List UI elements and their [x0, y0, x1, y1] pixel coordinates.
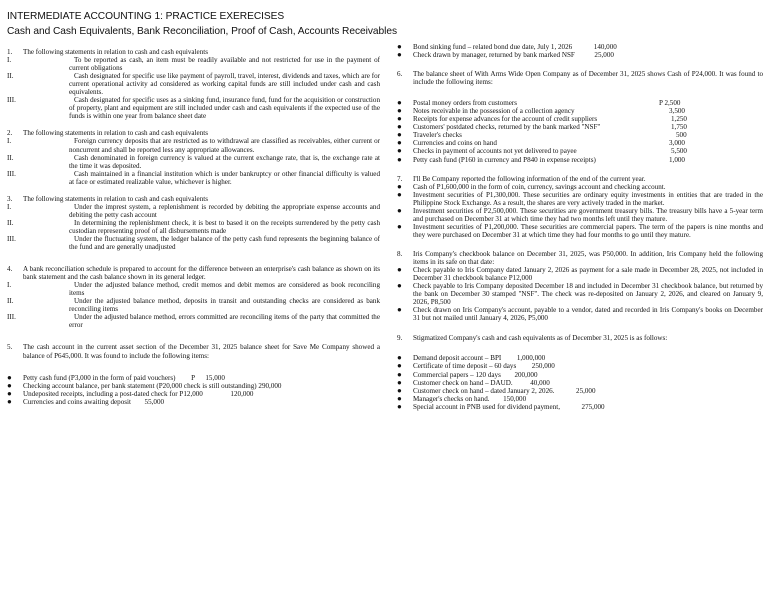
question-4: [7, 265, 380, 281]
list-item: [397, 371, 763, 379]
question-number: 6.: [397, 70, 403, 79]
roman-numeral: I.: [7, 281, 12, 290]
list-item: [397, 362, 763, 370]
bullet-icon: ●: [397, 265, 402, 275]
bullet-icon: ●: [397, 205, 402, 215]
list-item: [397, 139, 763, 147]
list-item: [397, 266, 763, 282]
bullet-icon: ●: [397, 114, 402, 124]
list-item: [7, 390, 380, 398]
roman-numeral: III.: [7, 169, 16, 178]
statement-text: Cash designated for specific uses as a sinking fund, insurance fund, fund for the acquisition or construction of property, plant and equipment are still included under cash and cash equivalents if the expected use of the funds is within one year from balance sheet date: [69, 96, 380, 121]
list-item: [397, 123, 763, 131]
bullet-icon: ●: [397, 401, 402, 411]
item-label: Checks in payment of accounts not yet delivered to payee: [413, 147, 577, 156]
item-label: Customer check on hand – dated January 2, 2026.: [413, 386, 555, 395]
question-stem: A bank reconciliation schedule is prepared to account for the difference between an enterprise's cash balance as shown on its bank statement and the cash balance shown in its general ledger.: [23, 265, 380, 282]
item-label: Special account in PNB used for dividend payment,: [413, 402, 560, 411]
item-amount: P 15,000: [191, 373, 225, 382]
item-amount: 55,000: [144, 397, 165, 406]
list-item: [397, 43, 763, 51]
item-label: Bond sinking fund – related bond due date, July 1, 2026: [413, 43, 573, 51]
question-number: 4.: [7, 265, 13, 274]
bullet-icon: ●: [397, 361, 402, 371]
item-amount: 5,500: [671, 147, 687, 156]
item-label: Customer check on hand – DAUD.: [413, 378, 513, 387]
item-label: Check drawn by manager, returned by bank marked NSF: [413, 51, 575, 60]
right-column: [397, 42, 763, 411]
statement-item: [7, 235, 380, 251]
item-amount: 1,000: [669, 155, 685, 164]
bullet-icon: ●: [397, 98, 402, 108]
item-label: Customers' postdated checks, returned by the bank marked "NSF": [413, 123, 601, 132]
question-stem: Stigmatized Company's cash and cash equivalents as of December 31, 2025 is as follows:: [413, 334, 668, 343]
item-label: Petty cash fund (P3,000 in the form of paid vouchers): [23, 373, 176, 382]
item-label: Petty cash fund (P160 in currency and P840 in expense receipts): [413, 155, 596, 164]
question-1: [7, 48, 380, 56]
bullet-icon: ●: [397, 106, 402, 116]
question-number: 5.: [7, 343, 13, 352]
statement-item: [7, 297, 380, 313]
list-item: [397, 282, 763, 306]
bullet-icon: ●: [397, 130, 402, 140]
item-text: Investment securities of P1,200,000. These securities are commercial papers. The term of the papers is nine months and they were purchased on December 31 at which time they had four months to go until they mature.: [413, 222, 763, 239]
item-text: Investment securities of P2,500,000. These securities are government treasury bills. The treasury bills have a 5-year term and purchased on December 31 at which time they had two months left until they mature.: [413, 206, 763, 223]
list-item: [397, 354, 763, 362]
list-item: [397, 115, 763, 123]
item-label: Commercial papers – 120 days: [413, 370, 501, 379]
statement-text: Under the imprest system, a replenishment is recorded by debiting the appropriate expense accounts and debiting the petty cash account: [69, 202, 380, 219]
question-8: [397, 250, 763, 266]
item-amount: 140,000: [593, 43, 617, 51]
list-item: [397, 306, 763, 322]
bullet-list: [397, 43, 763, 59]
item-amount: P 2,500: [659, 99, 681, 108]
question-7: [397, 175, 763, 183]
list-item: [397, 183, 763, 191]
bullet-icon: ●: [397, 138, 402, 148]
statement-item: [7, 56, 380, 72]
roman-numeral: III.: [7, 234, 16, 243]
list-item: [397, 379, 763, 387]
item-label: Demand deposit account – BPI: [413, 354, 502, 363]
roman-numeral: I.: [7, 137, 12, 146]
item-text: Investment securities of P1,300,000. These securities are ordinary equity investments in entities that are traded in the Philippine Stock Exchange. As a result, the shares are very actively traded in the market.: [413, 190, 763, 207]
bullet-icon: ●: [7, 396, 12, 406]
question-5: [7, 343, 380, 359]
statement-item: [7, 281, 380, 297]
bullet-icon: ●: [397, 385, 402, 395]
list-item: [397, 395, 763, 403]
list-item: [397, 51, 763, 59]
item-label: Checking account balance, per bank statement (P20,000 check is still outstanding) 290,000: [23, 381, 282, 390]
statement-text: Under the fluctuating system, the ledger balance of the petty cash fund represents the beginning balance of the fund and are generally unadjusted: [69, 234, 380, 252]
roman-numeral: II.: [7, 297, 14, 306]
question-stem: The following statements in relation to cash and cash equivalents: [23, 129, 208, 138]
question-stem: The following statements in relation to cash and cash equivalents: [23, 194, 208, 203]
roman-numeral: III.: [7, 96, 16, 105]
page-title: INTERMEDIATE ACCOUNTING 1: PRACTICE EXERECISES: [7, 11, 285, 22]
bullet-icon: ●: [397, 42, 402, 51]
question-9: [397, 334, 763, 342]
bullet-icon: ●: [397, 305, 402, 315]
statement-text: Under the adjusted balance method, credit memos and debit memos are considered as book reconciling items: [69, 281, 380, 298]
item-label: Currencies and coins on hand: [413, 139, 497, 148]
item-amount: 275,000: [581, 402, 605, 411]
roman-numeral: I.: [7, 202, 12, 211]
bullet-list: [397, 266, 763, 322]
item-label: Currencies and coins awaiting deposit: [23, 397, 131, 406]
question-stem: I'll Be Company reported the following information of the end of the current year.: [413, 174, 646, 183]
statement-item: [7, 219, 380, 235]
question-stem: The cash account in the current asset section of the December 31, 2025 balance sheet for Save Me Company showed a balance of P645,000. It was found to include the following items:: [23, 343, 380, 360]
item-amount: 200,000: [514, 370, 538, 379]
bullet-icon: ●: [397, 369, 402, 379]
item-amount: 25,000: [594, 51, 614, 60]
statement-text: Foreign currency deposits that are restricted as to withdrawal are classified as receivables, either current or noncurrent and shall be reported less any appropriate allowances.: [69, 137, 380, 154]
question-number: 2.: [7, 129, 13, 138]
statement-text: Under the adjusted balance method, deposits in transit and outstanding checks are considered as bank reconciling items: [69, 297, 380, 314]
statement-text: In determining the replenishment check, it is best to based it on the receipts surrendered by the petty cash custodian representing proof of all disbursements made: [69, 218, 380, 235]
item-amount: 1,750: [671, 123, 687, 132]
statement-item: [7, 154, 380, 170]
item-text: Cash of P1,600,000 in the form of coin, currency, savings account and checking account.: [413, 182, 666, 191]
question-stem: Iris Company's checkbook balance on December 31, 2025, was P50,000. In addition, Iris Company held the following items in its safe on that date:: [413, 249, 763, 266]
list-item: [397, 207, 763, 223]
statement-text: Cash maintained in a financial institution which is under bankruptcy or other financial difficulty is valued at face or estimated realizable value, whichever is higher.: [69, 169, 380, 186]
statement-text: Cash designated for specific use like payment of payroll, travel, interest, dividends and taxes, which are for current operational activity ad considered as working capital funds are still included under cash and cash equivalents.: [69, 72, 380, 97]
bullet-icon: ●: [397, 122, 402, 132]
page-subtitle: Cash and Cash Equivalents, Bank Reconciliation, Proof of Cash, Accounts Receivables: [7, 26, 397, 37]
statement-item: [7, 170, 380, 186]
statement-item: [7, 313, 380, 329]
list-item: [397, 156, 763, 164]
question-stem: The balance sheet of With Arms Wide Open Company as of December 31, 2025 shows Cash of P24,000. It was found to include the following items:: [413, 70, 763, 87]
bullet-icon: ●: [397, 221, 402, 231]
bullet-list: [397, 354, 763, 410]
statement-text: Cash denominated in foreign currency is valued at the current exchange rate, that is, the exchange rate at the time it was deposited.: [69, 153, 380, 170]
statement-item: [7, 96, 380, 120]
bullet-icon: ●: [7, 372, 12, 382]
statement-text: To be reported as cash, an item must be readily available and not restricted for use in the payment of current obligations: [69, 56, 380, 73]
list-item: [397, 99, 763, 107]
bullet-icon: ●: [7, 380, 12, 390]
bullet-list: [397, 183, 763, 239]
item-amount: 3,500: [669, 107, 685, 116]
bullet-icon: ●: [397, 146, 402, 156]
list-item: [397, 107, 763, 115]
bullet-icon: ●: [397, 281, 402, 291]
statement-item: [7, 72, 380, 96]
bullet-list: [397, 99, 763, 163]
item-label: Notes receivable in the possession of a collection agency: [413, 107, 575, 116]
list-item: [7, 382, 380, 390]
item-text: Check payable to Iris Company deposited December 18 and included in December 31 checkbook balance, but returned by the bank on December 30 stamped "NSF". The check was re-deposited on January 2, 2026, and cleared on January 9, 2026, P8,500: [413, 282, 763, 307]
bullet-icon: ●: [397, 50, 402, 60]
item-amount: 150,000: [503, 394, 527, 403]
list-item: [397, 403, 763, 411]
item-label: Receipts for expense advances for the account of credit suppliers: [413, 115, 598, 124]
item-text: Check drawn on Iris Company's account, payable to a vendor, dated and recorded in Iris Company's books on December 31 but not mailed until January 4, 2026, P5,000: [413, 306, 763, 323]
item-amount: 1,250: [671, 115, 687, 124]
item-amount: 25,000: [576, 386, 596, 395]
roman-numeral: III.: [7, 313, 16, 322]
statement-text: Under the adjusted balance method, errors committed are reconciling items of the party that committed the error: [69, 313, 380, 330]
list-item: [7, 374, 380, 382]
list-item: [397, 191, 763, 207]
question-6: [397, 70, 763, 86]
bullet-icon: ●: [397, 181, 402, 191]
bullet-icon: ●: [397, 353, 402, 363]
bullet-icon: ●: [397, 154, 402, 164]
bullet-icon: ●: [7, 388, 12, 398]
roman-numeral: II.: [7, 153, 14, 162]
question-2: [7, 129, 380, 137]
list-item: [7, 398, 380, 406]
bullet-icon: ●: [397, 377, 402, 387]
roman-numeral: II.: [7, 218, 14, 227]
list-item: [397, 387, 763, 395]
item-label: Certificate of time deposit – 60 days: [413, 362, 517, 371]
bullet-icon: ●: [397, 393, 402, 403]
list-item: [397, 223, 763, 239]
item-label: Undeposited receipts, including a post-dated check for P12,000: [23, 389, 203, 398]
item-amount: 500: [676, 131, 687, 140]
list-item: [397, 131, 763, 139]
roman-numeral: II.: [7, 72, 14, 81]
roman-numeral: I.: [7, 56, 12, 65]
statement-item: [7, 137, 380, 153]
list-item: [397, 147, 763, 155]
item-amount: 250,000: [531, 362, 555, 371]
item-label: Manager's checks on hand.: [413, 394, 490, 403]
question-number: 1.: [7, 48, 13, 56]
bullet-list: [7, 374, 380, 406]
item-amount: 3,000: [669, 139, 685, 148]
item-amount: 120,000: [230, 389, 254, 398]
item-label: Traveler's checks: [413, 131, 462, 140]
bullet-icon: ●: [397, 189, 402, 199]
question-stem: The following statements in relation to cash and cash equivalents: [23, 48, 208, 56]
left-column: [7, 48, 380, 406]
statement-item: [7, 203, 380, 219]
item-amount: 1,000,000: [516, 354, 546, 363]
question-number: 8.: [397, 249, 403, 258]
item-amount: 40,000: [530, 378, 550, 387]
question-3: [7, 195, 380, 203]
question-number: 9.: [397, 334, 403, 343]
question-number: 3.: [7, 194, 13, 203]
item-label: Postal money orders from customers: [413, 99, 518, 108]
item-text: Check payable to Iris Company dated January 2, 2026 as payment for a sale made in December 28, 2025, not included in December 31 checkbook balance P12,000: [413, 266, 763, 283]
question-number: 7.: [397, 174, 403, 183]
